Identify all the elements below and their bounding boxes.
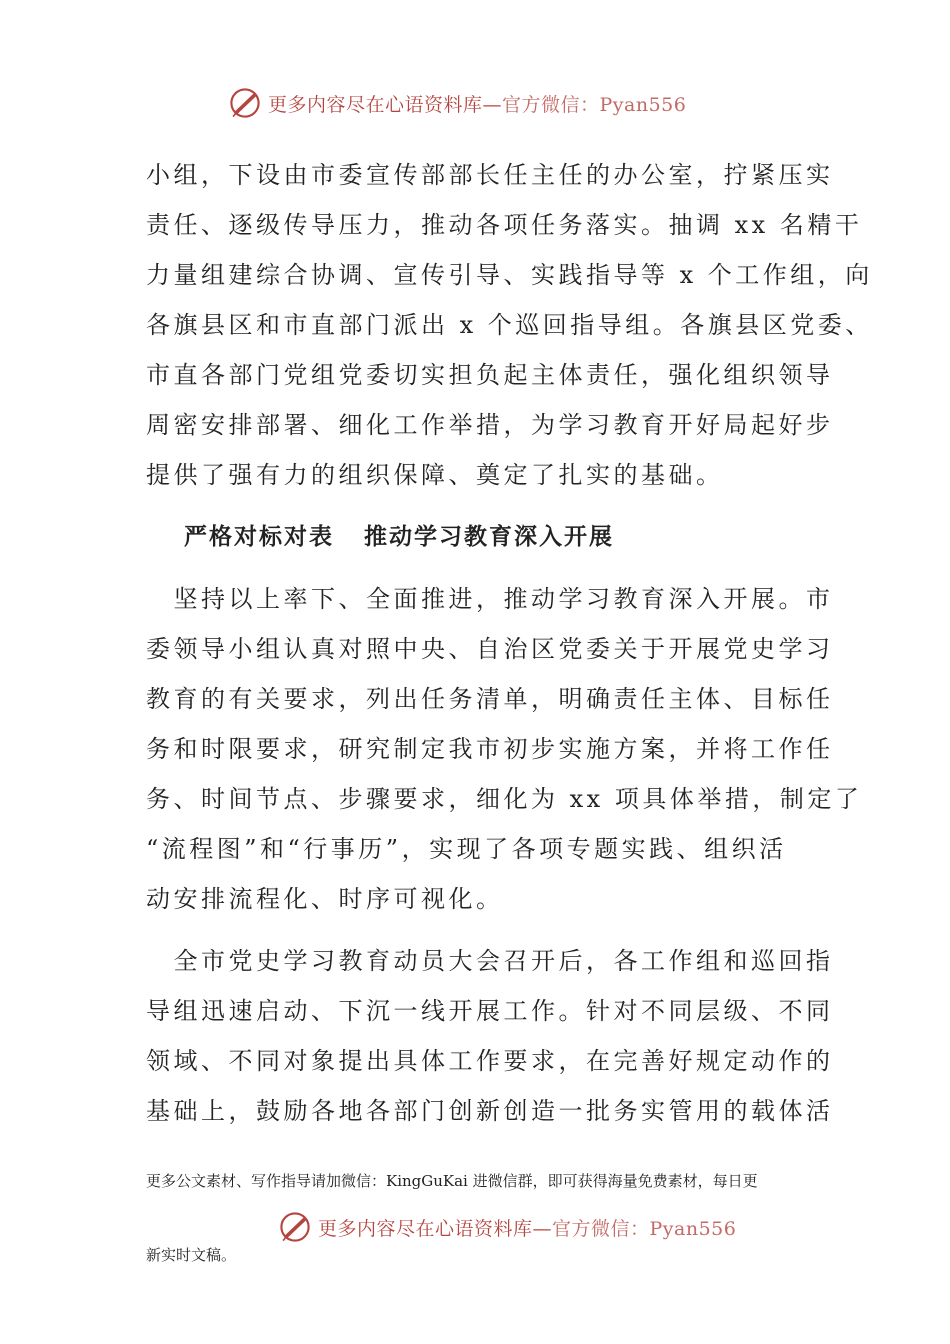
document-body [146,150,873,1136]
text-line: 责任、逐级传导压力，推动各项任务落实。抽调 xx 名精干 [146,211,863,239]
footer-note: 更多公文素材、写作指导请加微信：KingGuKai 进微信群，即可获得海量免费素材，每日更 [146,1172,758,1190]
text-line: 基础上，鼓励各地各部门创新创造一批务实管用的载体活 [146,1097,834,1125]
text-line: 全市党史学习教育动员大会召开后，各工作组和巡回指 [146,947,834,975]
text-line: 各旗县区和市直部门派出 x 个巡回指导组。各旗县区党委、 [146,311,873,339]
banner-text: 更多内容尽在心语资料库—官方微信：Pyan556 [318,1217,737,1240]
watermark-banner-top [228,86,686,120]
text-line: 力量组建综合协调、宣传引导、实践指导等 x 个工作组，向 [146,261,873,289]
text-line: 坚持以上率下、全面推进，推动学习教育深入开展。市 [146,585,834,613]
text-line: 导组迅速启动、下沉一线开展工作。针对不同层级、不同 [146,997,834,1025]
text-line: 教育的有关要求，列出任务清单，明确责任主体、目标任 [146,685,834,713]
watermark-banner-bottom [278,1210,736,1244]
text-line: 委领导小组认真对照中央、自治区党委关于开展党史学习 [146,635,834,663]
pen-logo-icon [228,86,262,120]
text-line: 提供了强有力的组织保障、奠定了扎实的基础。 [146,461,724,489]
text-line: 市直各部门党组党委切实担负起主体责任，强化组织领导 [146,361,834,389]
text-line: 务和时限要求，研究制定我市初步实施方案，并将工作任 [146,735,834,763]
text-line: 领域、不同对象提出具体工作要求，在完善好规定动作的 [146,1047,834,1075]
text-line: 动安排流程化、时序可视化。 [146,885,504,913]
text-line: 小组，下设由市委宣传部部长任主任的办公室，拧紧压实 [146,161,834,189]
text-line: 周密安排部署、细化工作举措，为学习教育开好局起好步 [146,411,834,439]
footer-note-continued: 新实时文稿。 [146,1246,237,1264]
banner-text: 更多内容尽在心语资料库—官方微信：Pyan556 [268,93,687,116]
text-line: “流程图”和“行事历”，实现了各项专题实践、组织活 [146,835,787,863]
text-line: 务、时间节点、步骤要求，细化为 xx 项具体举措，制定了 [146,785,863,813]
section-heading: 严格对标对表 推动学习教育深入开展 [184,524,615,550]
pen-logo-icon [278,1210,312,1244]
